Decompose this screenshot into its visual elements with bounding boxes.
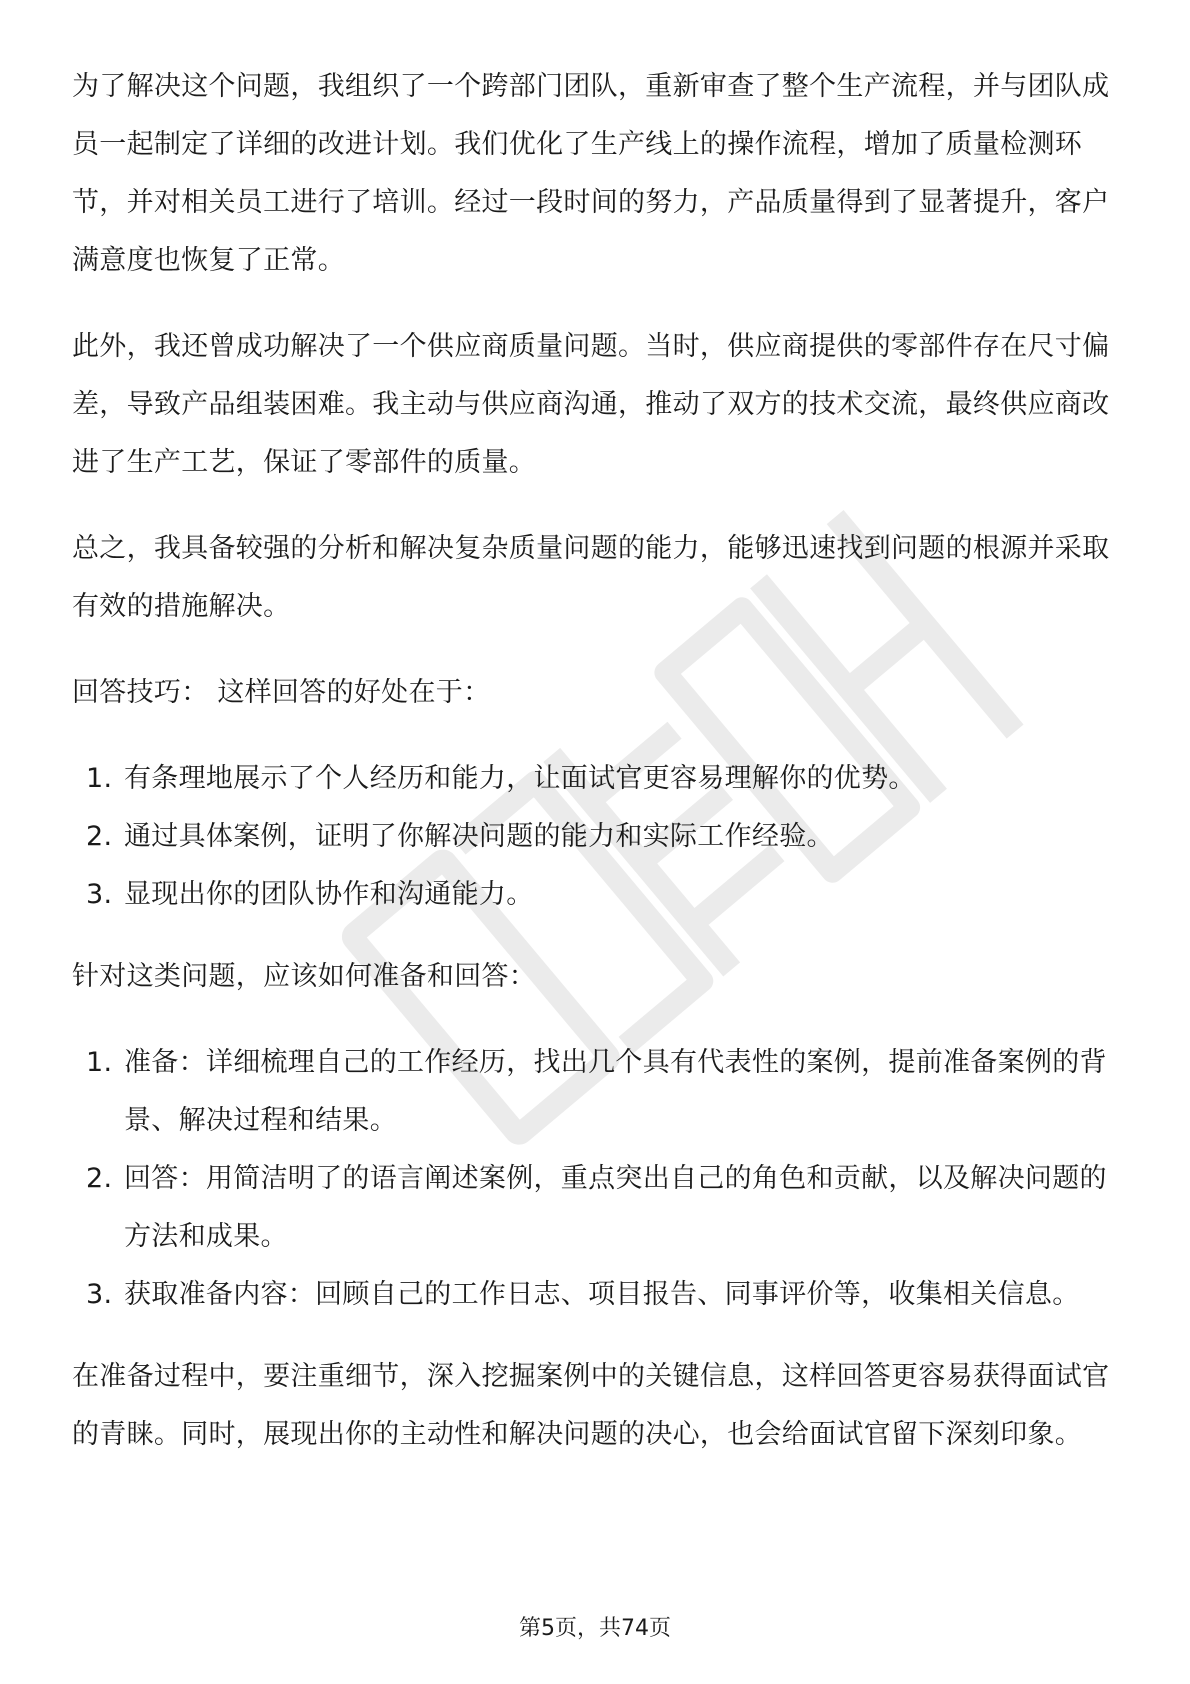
paragraph-summary: 总之，我具备较强的分析和解决复杂质量问题的能力，能够迅速找到问题的根源并采取有效的措施解决。 — [72, 533, 1110, 622]
list-item-text: 显现出你的团队协作和沟通能力。 — [124, 879, 534, 910]
document-body — [72, 58, 1122, 1492]
page-footer: 第5页，共74页 — [519, 1616, 671, 1641]
list-item-text: 有条理地展示了个人经历和能力，让面试官更容易理解你的优势。 — [124, 763, 916, 794]
list-item-text: 获取准备内容：回顾自己的工作日志、项目报告、同事评价等，收集相关信息。 — [124, 1279, 1080, 1310]
list-number: 2. — [86, 1163, 113, 1194]
list-number: 1. — [86, 763, 113, 794]
list-number: 3. — [86, 1279, 113, 1310]
tips-heading: 回答技巧： 这样回答的好处在于： — [72, 677, 491, 708]
list-item — [72, 750, 1122, 808]
paragraph-supplier: 此外，我还曾成功解决了一个供应商质量问题。当时，供应商提供的零部件存在尺寸偏差，导致产品组装困难。我主动与供应商沟通，推动了双方的技术交流，最终供应商改进了生产工艺，保证了零部件的质量。 — [72, 331, 1110, 478]
paragraph-closing: 在准备过程中，要注重细节，深入挖掘案例中的关键信息，这样回答更容易获得面试官的青睐。同时，展现出你的主动性和解决问题的决心，也会给面试官留下深刻印象。 — [72, 1361, 1110, 1450]
prep-heading: 针对这类问题，应该如何准备和回答： — [72, 961, 537, 992]
list-number: 2. — [86, 821, 113, 852]
list-item-text: 准备：详细梳理自己的工作经历，找出几个具有代表性的案例，提前准备案例的背景、解决过程和结果。 — [124, 1047, 1107, 1136]
list-item — [72, 808, 1122, 866]
list-item-text: 回答：用简洁明了的语言阐述案例，重点突出自己的角色和贡献，以及解决问题的方法和成果。 — [124, 1163, 1107, 1252]
tips-list — [72, 750, 1122, 924]
list-item — [72, 866, 1122, 924]
prep-list — [72, 1034, 1122, 1324]
list-item — [72, 1266, 1122, 1324]
list-number: 1. — [86, 1047, 113, 1078]
list-number: 3. — [86, 879, 113, 910]
paragraph-solution: 为了解决这个问题，我组织了一个跨部门团队，重新审查了整个生产流程，并与团队成员一起制定了详细的改进计划。我们优化了生产线上的操作流程，增加了质量检测环节，并对相关员工进行了培训。经过一段时间的努力，产品质量得到了显著提升，客户满意度也恢复了正常。 — [72, 71, 1110, 276]
list-item — [72, 1150, 1122, 1266]
list-item — [72, 1034, 1122, 1150]
list-item-text: 通过具体案例，证明了你解决问题的能力和实际工作经验。 — [124, 821, 834, 852]
